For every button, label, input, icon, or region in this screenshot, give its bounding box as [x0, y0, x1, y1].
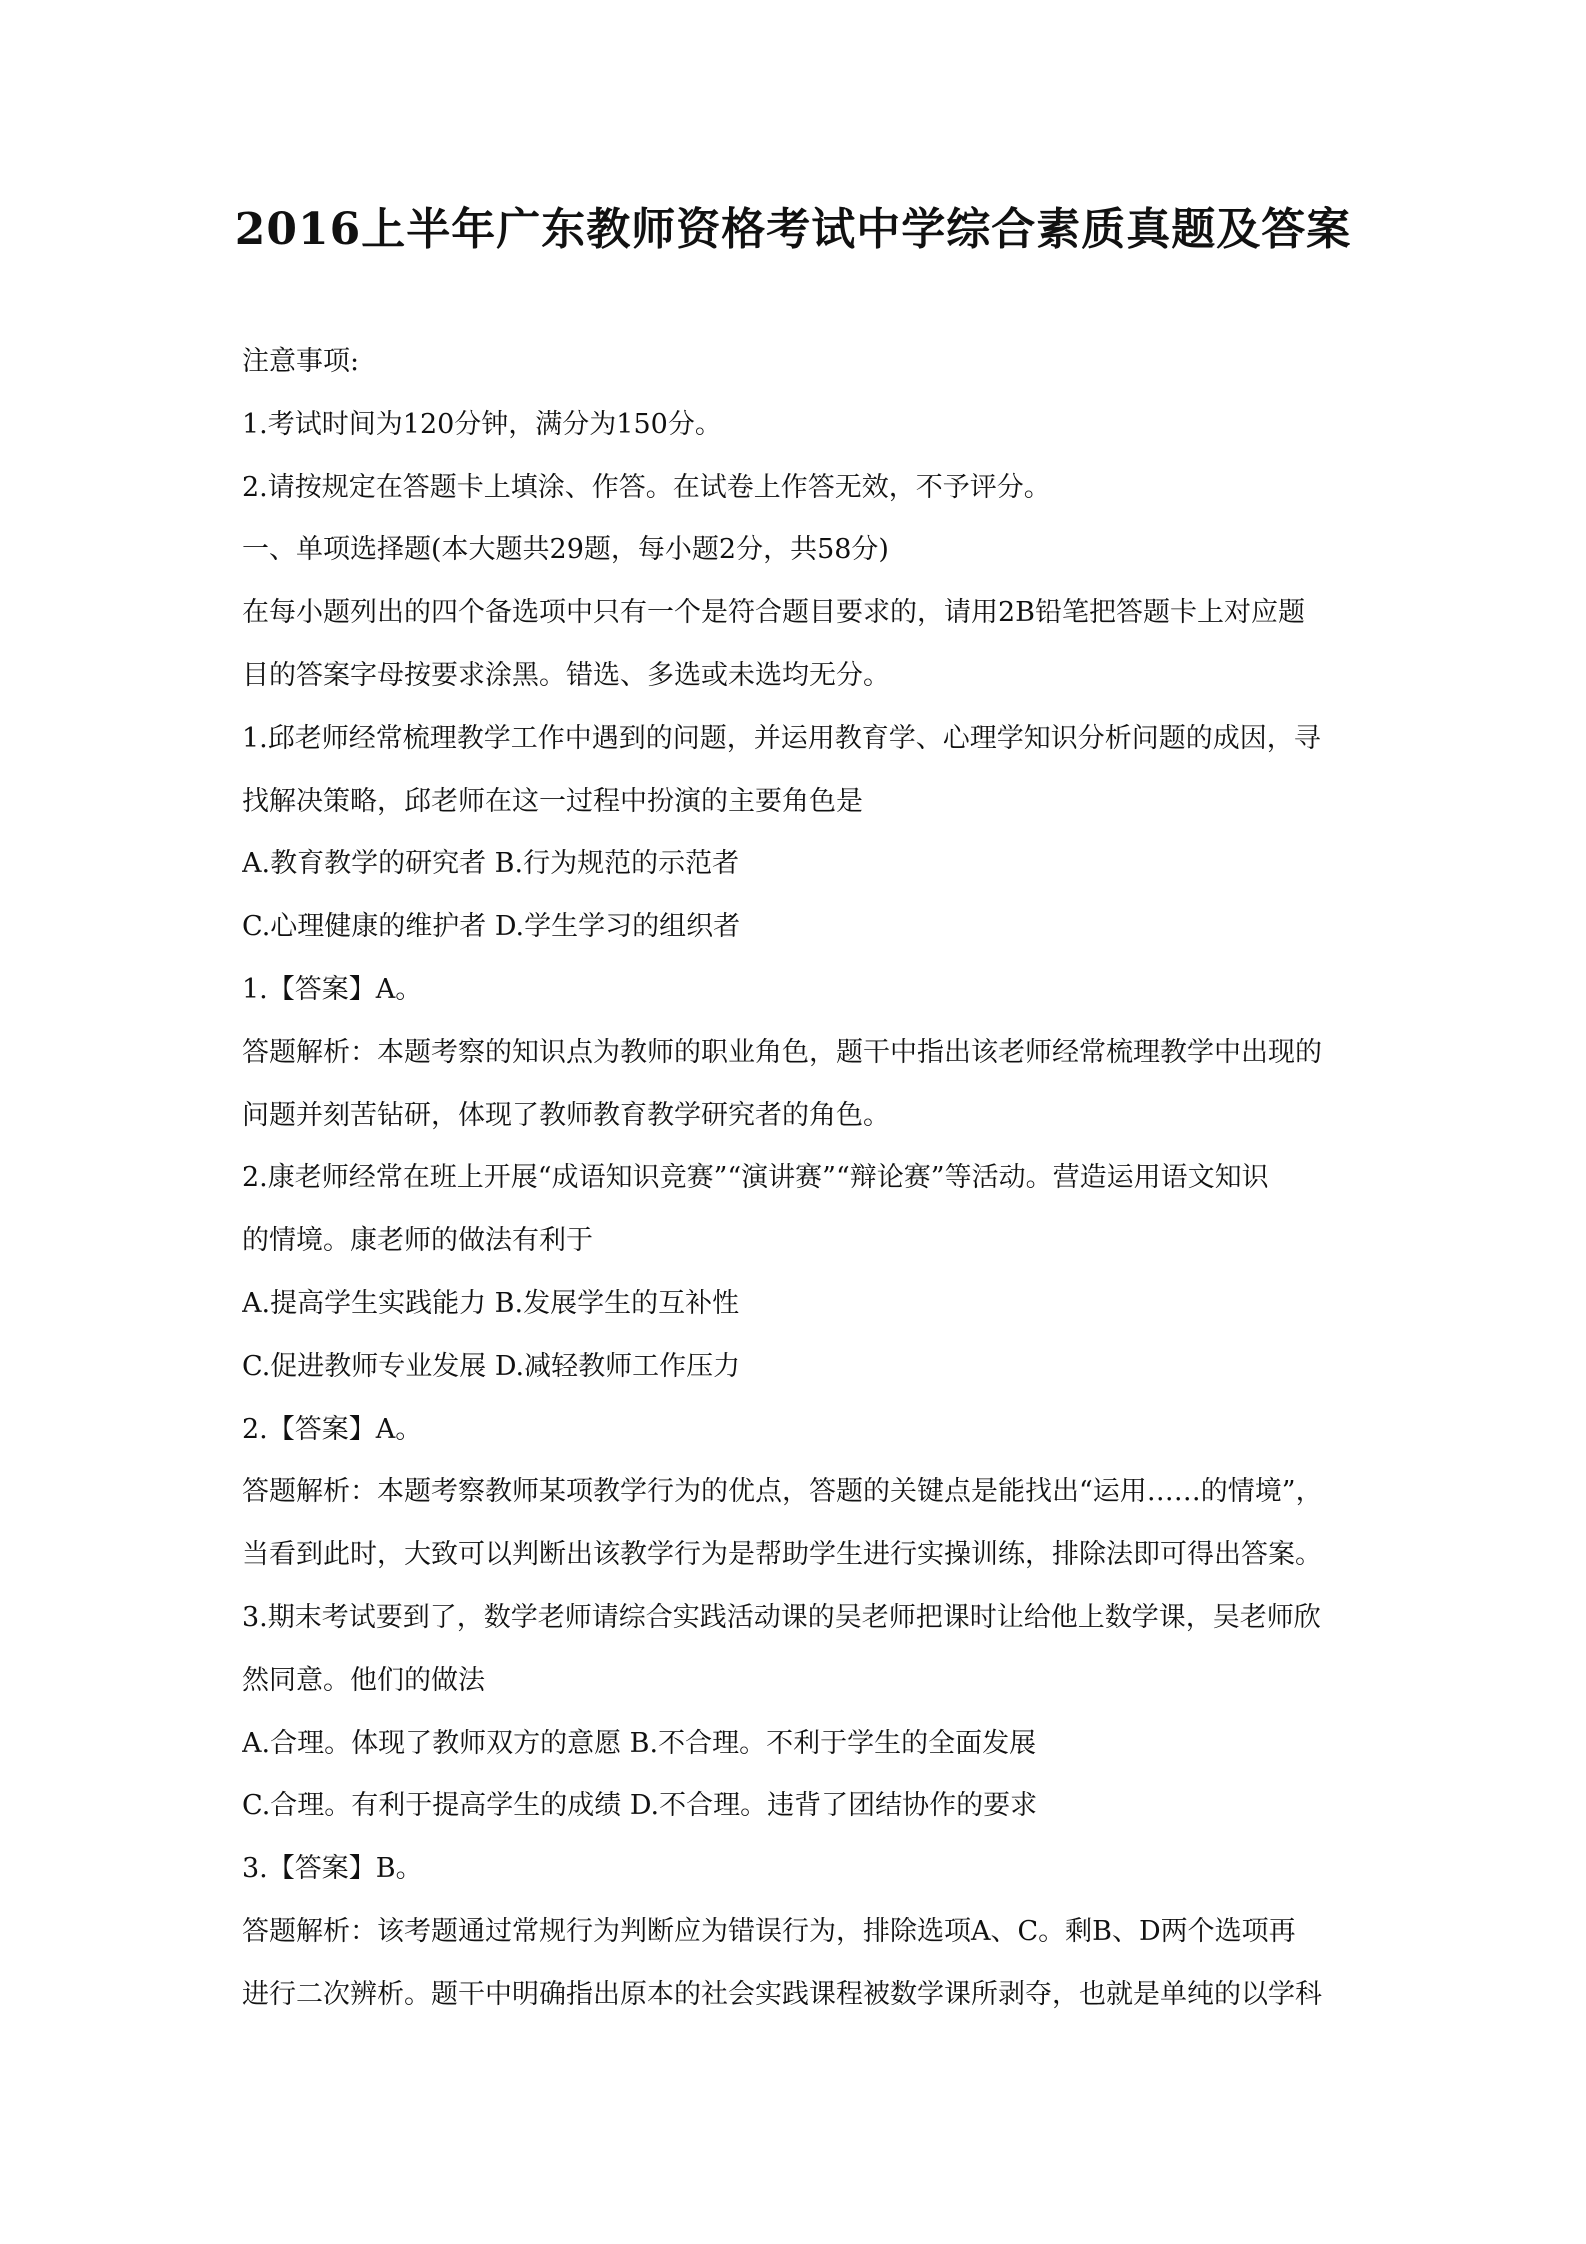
- question-text: 2.康老师经常在班上开展“成语知识竞赛”“演讲赛”“辩论赛”等活动。营造运用语文知识: [242, 1162, 1269, 1194]
- question-text: 然同意。他们的做法: [242, 1664, 485, 1696]
- text-line: 2.请按规定在答题卡上填涂、作答。在试卷上作答无效，不予评分。: [242, 471, 1051, 503]
- answer-options: C.促进教师专业发展 D.减轻教师工作压力: [242, 1350, 741, 1382]
- answer-options: A.教育教学的研究者 B.行为规范的示范者: [242, 848, 740, 880]
- text-line: 在每小题列出的四个备选项中只有一个是符合题目要求的，请用2B铅笔把答题卡上对应题: [242, 597, 1306, 629]
- answer-options: C.心理健康的维护者 D.学生学习的组织者: [242, 911, 741, 943]
- answer-explanation: 答题解析：本题考察教师某项教学行为的优点，答题的关键点是能找出“运用……的情境”，: [242, 1476, 1323, 1508]
- text-line: 1.考试时间为120分钟，满分为150分。: [242, 408, 722, 440]
- document-title: 2016上半年广东教师资格考试中学综合素质真题及答案: [234, 204, 1352, 255]
- question-text: 1.邱老师经常梳理教学工作中遇到的问题，并运用教育学、心理学知识分析问题的成因，寻: [242, 722, 1321, 754]
- answer-options: A.合理。体现了教师双方的意愿 B.不合理。不利于学生的全面发展: [242, 1727, 1037, 1759]
- answer-options: A.提高学生实践能力 B.发展学生的互补性: [242, 1287, 740, 1319]
- answer-explanation: 进行二次辨析。题干中明确指出原本的社会实践课程被数学课所剥夺，也就是单纯的以学科: [242, 1978, 1322, 2010]
- question-text: 的情境。康老师的做法有利于: [242, 1225, 593, 1257]
- answer-explanation: 答题解析：该考题通过常规行为判断应为错误行为，排除选项A、C。剩B、D两个选项再: [242, 1915, 1296, 1947]
- question-text: 找解决策略，邱老师在这一过程中扮演的主要角色是: [242, 785, 863, 817]
- answer-key: 3.【答案】B。: [242, 1853, 423, 1885]
- text-line: 一、单项选择题(本大题共29题，每小题2分，共58分): [242, 534, 889, 566]
- text-line: 目的答案字母按要求涂黑。错选、多选或未选均无分。: [242, 659, 890, 691]
- answer-explanation: 问题并刻苦钻研，体现了教师教育教学研究者的角色。: [242, 1099, 890, 1131]
- text-line: 注意事项:: [242, 346, 360, 377]
- answer-explanation: 答题解析：本题考察的知识点为教师的职业角色，题干中指出该老师经常梳理教学中出现的: [242, 1036, 1322, 1068]
- answer-options: C.合理。有利于提高学生的成绩 D.不合理。违背了团结协作的要求: [242, 1790, 1038, 1822]
- question-text: 3.期末考试要到了，数学老师请综合实践活动课的吴老师把课时让给他上数学课，吴老师欣: [242, 1601, 1321, 1633]
- answer-explanation: 当看到此时，大致可以判断出该教学行为是帮助学生进行实操训练，排除法即可得出答案。: [242, 1539, 1322, 1571]
- document-body: [242, 331, 1352, 2027]
- answer-key: 2.【答案】A。: [242, 1413, 423, 1445]
- answer-key: 1.【答案】A。: [242, 973, 423, 1005]
